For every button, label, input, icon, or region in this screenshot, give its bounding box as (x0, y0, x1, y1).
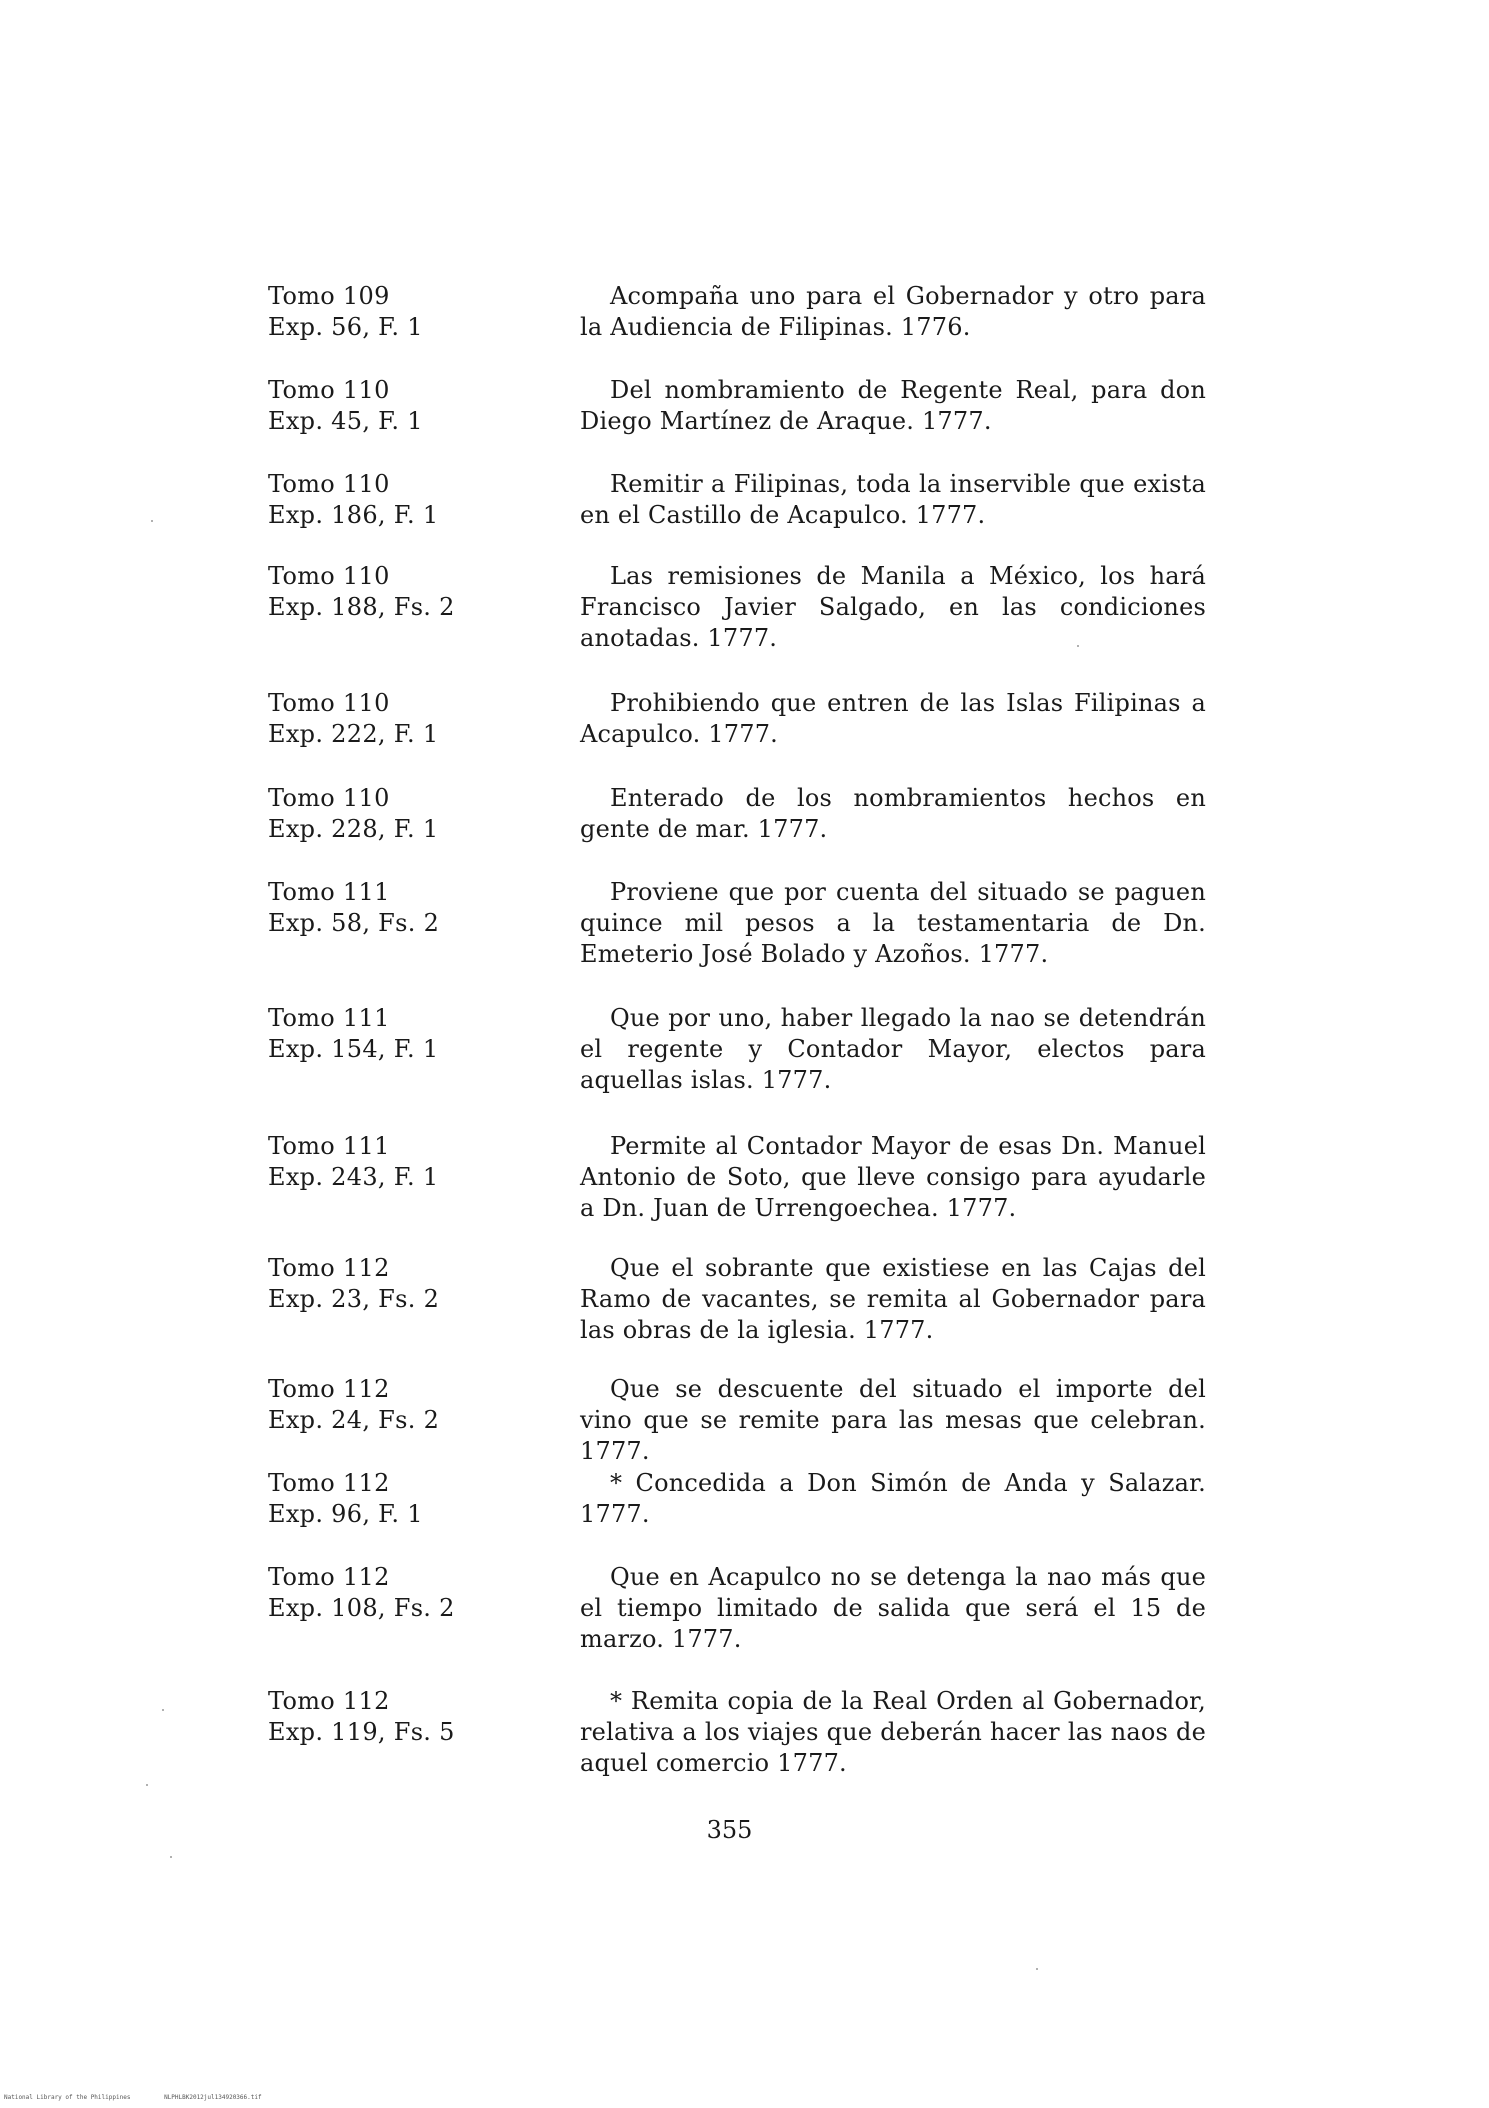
tomo-label: Tomo 111 (268, 1004, 390, 1032)
entry-description: Que por uno, haber llegado la nao se detendrán el regente y Contador Mayor, electos para aquellas islas. 1777. (580, 1004, 1206, 1094)
entry-reference (268, 1374, 568, 1436)
expediente-label: Exp. 222, F. 1 (268, 720, 439, 748)
entry-reference (268, 1686, 568, 1748)
entry-description: Acompaña uno para el Gobernador y otro para la Audiencia de Filipinas. 1776. (580, 282, 1206, 341)
scan-speck (162, 1709, 164, 1711)
tomo-label: Tomo 112 (268, 1254, 390, 1282)
entry-description: Prohibiendo que entren de las Islas Filipinas a Acapulco. 1777. (580, 689, 1206, 748)
tomo-label: Tomo 110 (268, 689, 390, 717)
entry-reference (268, 877, 568, 939)
scan-speck (146, 1784, 148, 1786)
entry-reference (268, 1562, 568, 1624)
entry-reference (268, 469, 568, 531)
tomo-label: Tomo 112 (268, 1469, 390, 1497)
expediente-label: Exp. 96, F. 1 (268, 1500, 423, 1528)
scan-speck (1036, 1968, 1038, 1970)
tomo-label: Tomo 112 (268, 1375, 390, 1403)
tomo-label: Tomo 112 (268, 1563, 390, 1591)
entry-reference (268, 375, 568, 437)
entry-reference (268, 1253, 568, 1315)
expediente-label: Exp. 154, F. 1 (268, 1035, 439, 1063)
expediente-label: Exp. 24, Fs. 2 (268, 1406, 440, 1434)
expediente-label: Exp. 186, F. 1 (268, 501, 439, 529)
expediente-label: Exp. 119, Fs. 5 (268, 1718, 455, 1746)
footer-stamp (4, 2094, 292, 2101)
entry-description: Que el sobrante que existiese en las Cajas del Ramo de vacantes, se remita al Gobernador para las obras de la iglesia. 1777. (580, 1254, 1206, 1344)
library-credit: National Library of the Philippines (4, 2094, 131, 2101)
expediente-label: Exp. 108, Fs. 2 (268, 1594, 455, 1622)
tomo-label: Tomo 111 (268, 878, 390, 906)
tomo-label: Tomo 110 (268, 562, 390, 590)
entry-description: * Concedida a Don Simón de Anda y Salazar. 1777. (580, 1469, 1206, 1528)
scan-speck (170, 1856, 172, 1858)
expediente-label: Exp. 56, F. 1 (268, 313, 423, 341)
tomo-label: Tomo 110 (268, 470, 390, 498)
tomo-label: Tomo 110 (268, 376, 390, 404)
entry-description: Que se descuente del situado el importe del vino que se remite para las mesas que celebran. 1777. (580, 1375, 1206, 1465)
entry-description: Las remisiones de Manila a México, los hará Francisco Javier Salgado, en las condiciones anotadas. 1777. (580, 562, 1206, 652)
entry-reference (268, 1003, 568, 1065)
tomo-label: Tomo 110 (268, 784, 390, 812)
entry-reference (268, 281, 568, 343)
tomo-label: Tomo 109 (268, 282, 390, 310)
expediente-label: Exp. 188, Fs. 2 (268, 593, 455, 621)
entry-reference (268, 1468, 568, 1530)
entry-reference (268, 561, 568, 623)
entry-description: Del nombramiento de Regente Real, para don Diego Martínez de Araque. 1777. (580, 376, 1206, 435)
entry-reference (268, 783, 568, 845)
expediente-label: Exp. 58, Fs. 2 (268, 909, 440, 937)
entry-description: Proviene que por cuenta del situado se paguen quince mil pesos a la testamentaria de Dn. Emeterio José Bolado y Azoños. 1777. (580, 878, 1206, 968)
entry-description: Que en Acapulco no se detenga la nao más que el tiempo limitado de salida que será el 15 de marzo. 1777. (580, 1563, 1206, 1653)
expediente-label: Exp. 243, F. 1 (268, 1163, 439, 1191)
entry-description: Enterado de los nombramientos hechos en gente de mar. 1777. (580, 784, 1206, 843)
expediente-label: Exp. 23, Fs. 2 (268, 1285, 440, 1313)
entry-description: * Remita copia de la Real Orden al Gobernador, relativa a los viajes que deberán hacer las naos de aquel comercio 1777. (580, 1687, 1206, 1777)
expediente-label: Exp. 45, F. 1 (268, 407, 423, 435)
page-number: 355 (706, 1816, 753, 1844)
expediente-label: Exp. 228, F. 1 (268, 815, 439, 843)
scan-speck (1077, 645, 1079, 647)
tomo-label: Tomo 111 (268, 1132, 390, 1160)
scan-file-id: NLPHLBK2012jul134920366.tif (164, 2094, 262, 2101)
entry-reference (268, 1131, 568, 1193)
tomo-label: Tomo 112 (268, 1687, 390, 1715)
entry-description: Permite al Contador Mayor de esas Dn. Manuel Antonio de Soto, que lleve consigo para ayudarle a Dn. Juan de Urrengoechea. 1777. (580, 1132, 1206, 1222)
entry-reference (268, 688, 568, 750)
entry-description: Remitir a Filipinas, toda la inservible que exista en el Castillo de Acapulco. 1777. (580, 470, 1206, 529)
scan-speck (151, 520, 153, 522)
